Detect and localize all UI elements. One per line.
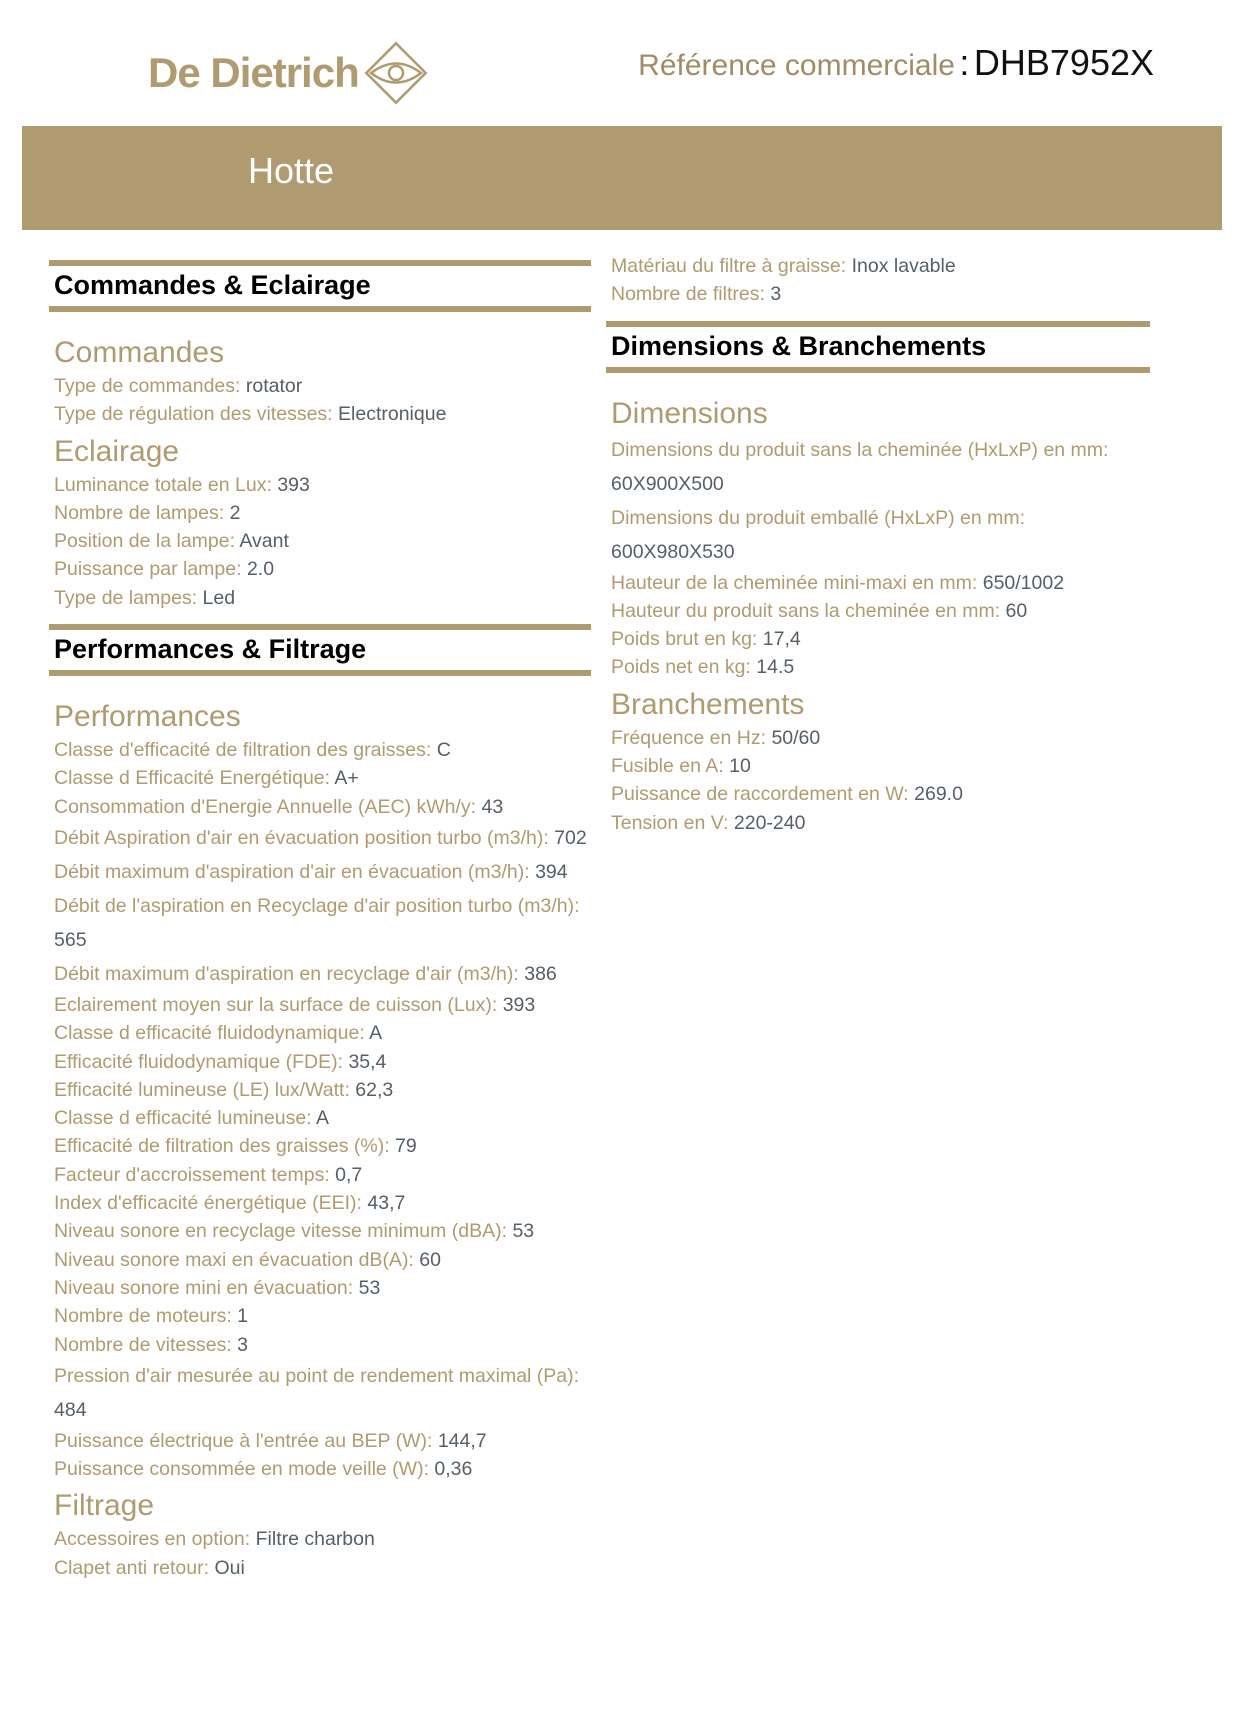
commercial-reference bbox=[638, 42, 1154, 84]
spec-value: 62,3 bbox=[355, 1078, 394, 1101]
spec-label: Type de lampes: bbox=[54, 586, 198, 609]
spec-row bbox=[49, 957, 591, 991]
spec-row bbox=[49, 400, 591, 428]
spec-row bbox=[49, 1019, 591, 1047]
spec-label: Tension en V: bbox=[611, 811, 729, 834]
spec-value: 484 bbox=[54, 1398, 87, 1421]
spec-row bbox=[49, 1554, 591, 1582]
subsection-title-filtrage: Filtrage bbox=[54, 1489, 155, 1523]
spec-value: 43 bbox=[481, 795, 504, 818]
spec-value: 600X980X530 bbox=[611, 540, 735, 563]
spec-label: Luminance totale en Lux: bbox=[54, 473, 272, 496]
spec-row bbox=[49, 1302, 591, 1330]
spec-label: Niveau sonore en recyclage vitesse minimum (dBA): bbox=[54, 1220, 508, 1243]
spec-row bbox=[49, 889, 591, 957]
spec-row bbox=[49, 1189, 591, 1217]
spec-value: A bbox=[369, 1022, 383, 1045]
spec-value: 394 bbox=[535, 860, 568, 883]
spec-row bbox=[49, 821, 591, 855]
spec-value: A bbox=[315, 1107, 329, 1130]
spec-row bbox=[49, 1217, 591, 1245]
spec-row bbox=[606, 280, 1150, 308]
spec-row bbox=[606, 569, 1150, 597]
spec-value: 1 bbox=[237, 1305, 249, 1328]
spec-label: Hauteur de la cheminée mini-maxi en mm: bbox=[611, 571, 978, 594]
spec-row bbox=[49, 471, 591, 499]
spec-value: 393 bbox=[502, 993, 536, 1016]
spec-row bbox=[49, 1455, 591, 1483]
spec-value: 393 bbox=[277, 473, 310, 496]
spec-label: Type de régulation des vitesses: bbox=[54, 403, 333, 426]
spec-row bbox=[606, 433, 1150, 501]
spec-value: 0,36 bbox=[434, 1458, 473, 1481]
spec-row bbox=[49, 499, 591, 527]
spec-row bbox=[606, 780, 1150, 808]
spec-value: 220-240 bbox=[733, 811, 806, 834]
spec-value: C bbox=[436, 739, 451, 762]
spec-row bbox=[49, 1331, 591, 1359]
section-header-commandes-eclairage bbox=[49, 260, 591, 312]
spec-label: Puissance de raccordement en W: bbox=[611, 783, 909, 806]
spec-label: Puissance électrique à l'entrée au BEP (W): bbox=[54, 1429, 433, 1452]
spec-label: Débit Aspiration d'air en évacuation position turbo (m3/h): bbox=[54, 826, 549, 849]
left-column bbox=[49, 260, 591, 1582]
spec-row bbox=[606, 501, 1150, 569]
spec-value: 702 bbox=[554, 826, 587, 849]
spec-label: Facteur d'accroissement temps: bbox=[54, 1163, 330, 1186]
reference-separator: : bbox=[959, 42, 970, 83]
brand-logo bbox=[148, 40, 429, 106]
reference-label: Référence commerciale bbox=[638, 49, 955, 82]
spec-value: rotator bbox=[245, 375, 303, 397]
spec-row bbox=[49, 1076, 591, 1104]
spec-label: Classe d efficacité lumineuse: bbox=[54, 1107, 312, 1130]
spec-label: Position de la lampe: bbox=[54, 530, 236, 553]
spec-label: Débit maximum d'aspiration d'air en évacuation (m3/h): bbox=[54, 860, 530, 883]
spec-label: Classe d'efficacité de filtration des graisses: bbox=[54, 739, 432, 762]
spec-row bbox=[606, 625, 1150, 653]
section-header-performances-filtrage bbox=[49, 624, 591, 676]
spec-row bbox=[49, 1246, 591, 1274]
spec-row bbox=[49, 736, 591, 764]
spec-label: Débit de l'aspiration en Recyclage d'air position turbo (m3/h): bbox=[54, 894, 580, 917]
spec-value: 60 bbox=[1005, 599, 1028, 622]
spec-value: 60X900X500 bbox=[611, 472, 724, 495]
spec-label: Dimensions du produit emballé (HxLxP) en mm: bbox=[611, 506, 1025, 529]
spec-value: 269.0 bbox=[914, 783, 963, 806]
spec-label: Efficacité fluidodynamique (FDE): bbox=[54, 1050, 344, 1073]
spec-row bbox=[49, 372, 591, 400]
spec-value: 14.5 bbox=[756, 656, 795, 679]
spec-label: Niveau sonore maxi en évacuation dB(A): bbox=[54, 1248, 414, 1271]
diamond-eye-logo-icon bbox=[363, 40, 429, 106]
section-title: Performances & Filtrage bbox=[54, 634, 367, 665]
spec-label: Nombre de filtres: bbox=[611, 283, 765, 306]
spec-value: 2.0 bbox=[246, 558, 275, 581]
spec-value: 0,7 bbox=[335, 1163, 363, 1186]
spec-row bbox=[606, 752, 1150, 780]
spec-value: Inox lavable bbox=[851, 255, 956, 277]
reference-value: DHB7952X bbox=[973, 42, 1154, 83]
spec-label: Eclairement moyen sur la surface de cuisson (Lux): bbox=[54, 993, 498, 1016]
spec-row bbox=[49, 855, 591, 889]
category-title: Hotte bbox=[248, 150, 335, 191]
spec-label: Efficacité de filtration des graisses (%): bbox=[54, 1135, 390, 1158]
spec-row bbox=[49, 1104, 591, 1132]
spec-row bbox=[49, 1161, 591, 1189]
section-header-dimensions-branchements bbox=[606, 321, 1150, 373]
right-column bbox=[606, 252, 1150, 837]
spec-label: Matériau du filtre à graisse: bbox=[611, 255, 847, 277]
spec-value: 50/60 bbox=[771, 726, 821, 749]
spec-row bbox=[606, 597, 1150, 625]
spec-label: Dimensions du produit sans la cheminée (HxLxP) en mm: bbox=[611, 438, 1109, 461]
spec-value: 565 bbox=[54, 928, 87, 951]
spec-value: 3 bbox=[770, 283, 782, 306]
spec-value: 10 bbox=[729, 755, 751, 778]
subsection-title-dimensions: Dimensions bbox=[611, 396, 768, 430]
spec-value: Filtre charbon bbox=[255, 1528, 375, 1551]
spec-label: Classe d efficacité fluidodynamique: bbox=[54, 1022, 365, 1045]
spec-label: Classe d Efficacité Energétique: bbox=[54, 767, 331, 790]
section-title: Dimensions & Branchements bbox=[611, 330, 987, 361]
spec-label: Index d'efficacité énergétique (EEI): bbox=[54, 1192, 362, 1215]
spec-value: 53 bbox=[512, 1220, 535, 1243]
spec-label: Accessoires en option: bbox=[54, 1528, 251, 1551]
brand-name: De Dietrich bbox=[148, 49, 359, 96]
spec-label: Clapet anti retour: bbox=[54, 1556, 210, 1579]
spec-label: Nombre de vitesses: bbox=[54, 1333, 232, 1356]
spec-row bbox=[606, 809, 1150, 837]
spec-value: Oui bbox=[214, 1556, 245, 1579]
spec-row bbox=[49, 764, 591, 792]
spec-value: Electronique bbox=[338, 403, 447, 426]
spec-row bbox=[49, 1274, 591, 1302]
spec-row bbox=[49, 1359, 591, 1427]
spec-label: Fréquence en Hz: bbox=[611, 726, 767, 749]
spec-row bbox=[49, 1132, 591, 1160]
spec-value: Led bbox=[202, 586, 236, 609]
spec-row bbox=[49, 527, 591, 555]
spec-value: 79 bbox=[395, 1135, 417, 1158]
spec-value: 35,4 bbox=[348, 1050, 387, 1073]
spec-value: 650/1002 bbox=[982, 571, 1065, 594]
spec-value: 144,7 bbox=[437, 1429, 487, 1452]
spec-row bbox=[49, 793, 591, 821]
spec-value: 386 bbox=[524, 962, 557, 985]
category-banner bbox=[22, 126, 1222, 230]
spec-row bbox=[49, 1427, 591, 1455]
spec-value: Avant bbox=[239, 530, 289, 553]
spec-value: 60 bbox=[419, 1248, 441, 1271]
spec-row bbox=[49, 1525, 591, 1553]
spec-label: Fusible en A: bbox=[611, 755, 724, 778]
spec-label: Poids brut en kg: bbox=[611, 628, 758, 651]
spec-value: 3 bbox=[237, 1333, 249, 1356]
spec-value: 43,7 bbox=[367, 1192, 406, 1215]
spec-row bbox=[49, 991, 591, 1019]
subsection-title-eclairage: Eclairage bbox=[54, 434, 180, 468]
spec-label: Efficacité lumineuse (LE) lux/Watt: bbox=[54, 1078, 350, 1101]
spec-row bbox=[49, 584, 591, 612]
spec-label: Niveau sonore mini en évacuation: bbox=[54, 1276, 354, 1299]
spec-label: Nombre de moteurs: bbox=[54, 1305, 232, 1328]
spec-value: 53 bbox=[358, 1276, 381, 1299]
subsection-title-performances: Performances bbox=[54, 700, 241, 734]
spec-label: Hauteur du produit sans la cheminée en mm: bbox=[611, 599, 1001, 622]
subsection-title-branchements: Branchements bbox=[611, 687, 805, 721]
spec-label: Débit maximum d'aspiration en recyclage d'air (m3/h): bbox=[54, 962, 519, 985]
spec-label: Type de commandes: bbox=[54, 375, 241, 397]
section-title: Commandes & Eclairage bbox=[54, 270, 371, 300]
spec-value: 17,4 bbox=[762, 628, 801, 651]
spec-row bbox=[606, 252, 1150, 280]
spec-label: Nombre de lampes: bbox=[54, 501, 225, 524]
spec-label: Puissance par lampe: bbox=[54, 558, 242, 581]
spec-value: 2 bbox=[229, 501, 241, 524]
spec-label: Pression d'air mesurée au point de rendement maximal (Pa): bbox=[54, 1364, 580, 1387]
spec-label: Puissance consommée en mode veille (W): bbox=[54, 1458, 429, 1481]
spec-row bbox=[606, 724, 1150, 752]
spec-label: Consommation d'Energie Annuelle (AEC) kWh/y: bbox=[54, 795, 477, 818]
spec-value: A+ bbox=[334, 767, 359, 790]
spec-row bbox=[49, 555, 591, 583]
subsection-title-commandes: Commandes bbox=[54, 336, 225, 369]
spec-row bbox=[606, 653, 1150, 681]
spec-row bbox=[49, 1048, 591, 1076]
spec-label: Poids net en kg: bbox=[611, 656, 751, 679]
